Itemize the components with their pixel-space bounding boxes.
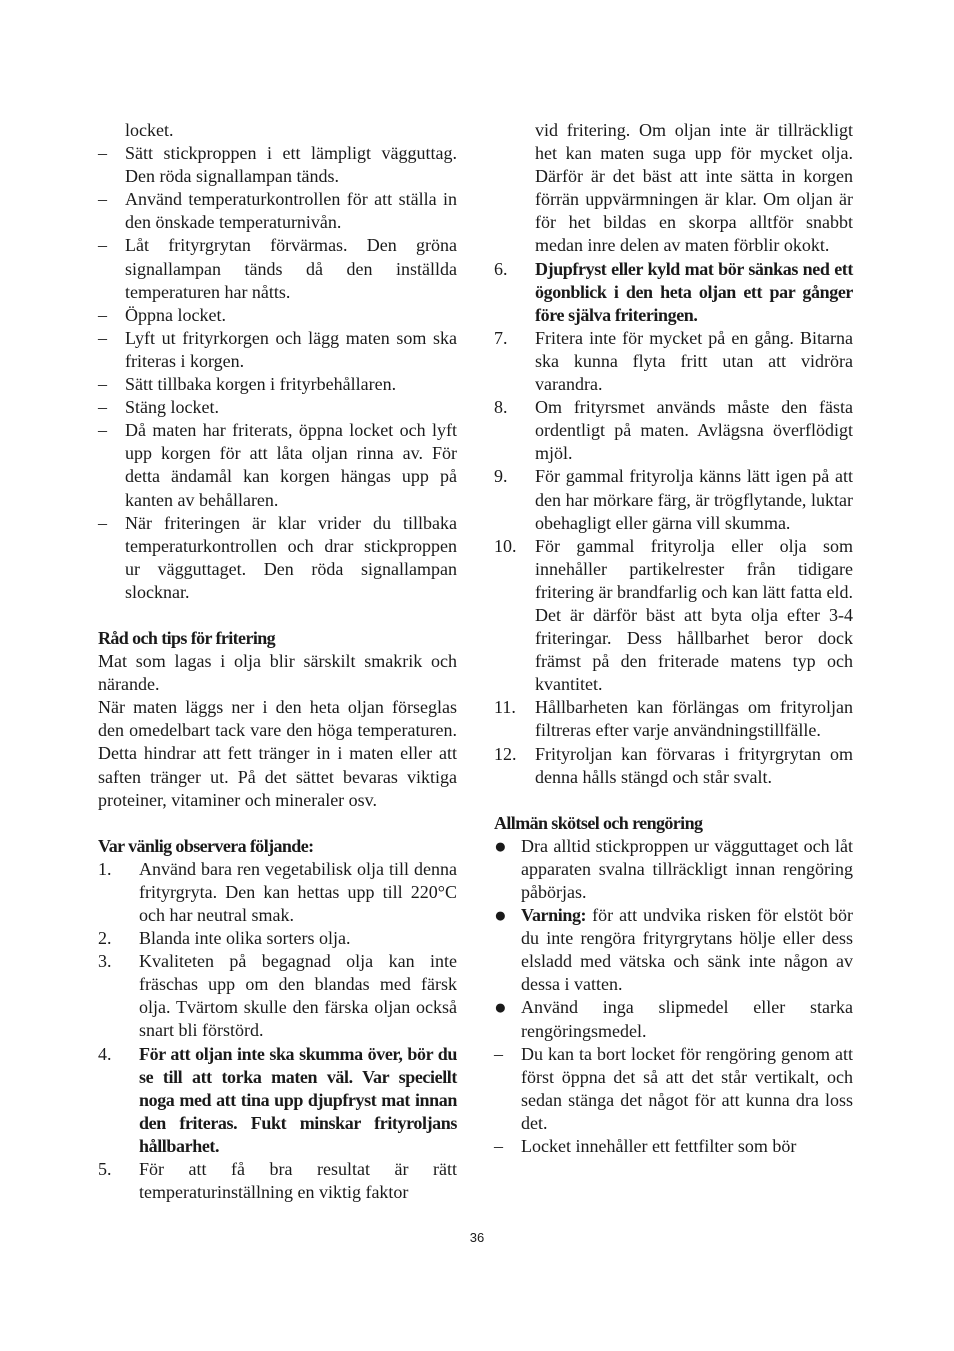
numbered-item: 11. Hållbarheten kan förlängas om frityroljan filtreras efter varje användningstillfälle.	[494, 697, 853, 741]
numbered-item: 1. Använd bara ren vegetabilisk olja till denna frityrgryta. Den kan hettas upp till 220°C och har neutral smak.	[98, 858, 457, 925]
care-heading: Allmän skötsel och rengöring	[494, 812, 703, 833]
dash-marker: –	[494, 1043, 503, 1064]
numbered-item: 7. Fritera inte för mycket på en gång. Bitarna ska kunna flyta fritt utan att vidröra varandra.	[494, 327, 853, 395]
numbered-item: 10. För gammal frityrolja eller olja som innehåller partikelrester från tidigare fritering är brandfarlig och kan lätt fatta eld. Det är därför bäst att byta olja efter 3-4 friteringar. Dess hållbarhet beror dock främst på den friterade matens typ och kvantitet.	[494, 535, 853, 695]
item-number: 3.	[98, 951, 112, 972]
bullet-icon: ●	[494, 833, 507, 858]
spacer	[494, 789, 853, 812]
list-item: – Sätt tillbaka korgen i frityrbehållaren.	[98, 373, 457, 396]
item-number: 7.	[494, 327, 508, 348]
dash-marker: –	[98, 327, 107, 348]
item-number: 8.	[494, 397, 508, 418]
item-number: 4.	[98, 1043, 112, 1064]
numbered-item: 9. För gammal frityrolja känns lätt igen på att den har mörkare färg, är trögflytande, luktar obehagligt eller gärna vill skumma.	[494, 466, 853, 533]
list-item: – Locket innehåller ett fettfilter som bör	[494, 1135, 853, 1158]
numbered-item: 2. Blanda inte olika sorters olja.	[98, 927, 457, 950]
tips-paragraph: När maten läggs ner i den heta oljan förseglas den omedelbart tack vare den höga temperaturen. Detta hindrar att fett tränger in i maten eller att saften tränger ut. På det sättet bevaras viktiga proteiner, vitaminer och mineraler osv.	[98, 697, 457, 810]
warning-label: Varning:	[521, 905, 587, 926]
bullet-item: ● Dra alltid stickproppen ur vägguttaget och låt apparaten svalna tillräckligt innan rengöring påbörjas.	[494, 833, 853, 902]
item-number: 10.	[494, 535, 517, 556]
dash-marker: –	[98, 235, 107, 256]
dash-marker: –	[494, 1136, 503, 1157]
numbered-item: 8. Om frityrsmet används måste den fästa ordentligt på maten. Avlägsna överflödigt mjöl.	[494, 397, 853, 464]
page-number: 36	[469, 1230, 485, 1245]
list-item: – Stäng locket.	[98, 396, 457, 419]
item-number: 1.	[98, 858, 112, 879]
list-item: – Använd temperaturkontrollen för att ställa in den önskade temperaturnivån.	[98, 189, 457, 233]
dash-marker: –	[98, 189, 107, 210]
numbered-item: 3. Kvaliteten på begagnad olja kan inte fräschas upp om den blandas med färsk olja. Tvärtom skulle den färska oljan också snart bli förstörd.	[98, 951, 457, 1041]
spacer	[98, 812, 457, 835]
item-number: 12.	[494, 743, 517, 764]
list-item: – Då maten har friterats, öppna locket och lyft upp korgen för att låta oljan rinna av. För detta ändamål kan korgen hängas upp på kanten av behållaren.	[98, 420, 457, 510]
right-column	[494, 119, 853, 1158]
dash-marker: –	[98, 304, 107, 325]
numbered-item: 12. Frityroljan kan förvaras i frityrgrytan om denna hålls stängd och står svalt.	[494, 743, 853, 787]
observe-heading: Var vänlig observera följande:	[98, 835, 314, 856]
item-number: 6.	[494, 258, 508, 279]
list-item: – Lyft ut frityrkorgen och lägg maten som ska friteras i korgen.	[98, 327, 457, 371]
tips-paragraph: Mat som lagas i olja blir särskilt smakrik och närande.	[98, 651, 457, 695]
bullet-icon: ●	[494, 903, 507, 928]
left-column	[98, 119, 457, 1204]
list-item: – Du kan ta bort locket för rengöring genom att först öppna det så att det står vertikalt, och sedan stänga det något för att kunna dra loss det.	[494, 1043, 853, 1133]
spacer	[98, 604, 457, 627]
bullet-item: ● Använd inga slipmedel eller starka rengöringsmedel.	[494, 995, 853, 1041]
numbered-item: 4. För att oljan inte ska skumma över, bör du se till att torka maten väl. Var speciellt noga med att tina upp djupfryst mat innan den friteras. Fukt minskar frityroljans hållbarhet.	[98, 1043, 457, 1156]
tips-heading: Råd och tips för fritering	[98, 627, 276, 648]
dash-marker: –	[98, 397, 107, 418]
dash-marker: –	[98, 143, 107, 164]
dash-marker: –	[98, 374, 107, 395]
item-number: 9.	[494, 466, 508, 487]
list-item: – Sätt stickproppen i ett lämpligt vägguttag. Den röda signallampan tänds.	[98, 143, 457, 187]
item-number: 2.	[98, 928, 112, 949]
list-item: – När friteringen är klar vrider du tillbaka temperaturkontrollen och drar stickproppen ur vägguttaget. Den röda signallampan slocknar.	[98, 512, 457, 602]
item-number: 5.	[98, 1159, 112, 1180]
bullet-item: ● Varning: för att undvika risken för elstöt bör du inte rengöra frityrgrytans hölje eller dess elsladd med vätska och sänk inte någon av dessa i vatten.	[494, 903, 853, 995]
bullet-icon: ●	[494, 995, 507, 1020]
list-item: – Öppna locket.	[98, 304, 457, 327]
dash-marker: –	[98, 512, 107, 533]
item-number: 11.	[494, 697, 516, 718]
numbered-item: 5. För att få bra resultat är rätt temperaturinställning en viktig faktor	[98, 1159, 457, 1203]
numbered-item: 6. Djupfryst eller kyld mat bör sänkas ned ett ögonblick i den heta oljan ett par gånger före själva friteringen.	[494, 258, 853, 325]
continuation-text: vid fritering. Om oljan inte är tillräckligt het kan maten suga upp för mycket olja. Därför är det bäst att inte sätta in korgen förrän uppvärmningen är klar. Om oljan är för het bildas en skorpa alltför snabbt medan inre delen av maten förblir okokt.	[535, 120, 853, 256]
dash-marker: –	[98, 420, 107, 441]
continuation-text: locket.	[125, 120, 174, 140]
list-item: – Låt frityrgrytan förvärmas. Den gröna signallampan tänds då den inställda temperaturen har nåtts.	[98, 235, 457, 302]
